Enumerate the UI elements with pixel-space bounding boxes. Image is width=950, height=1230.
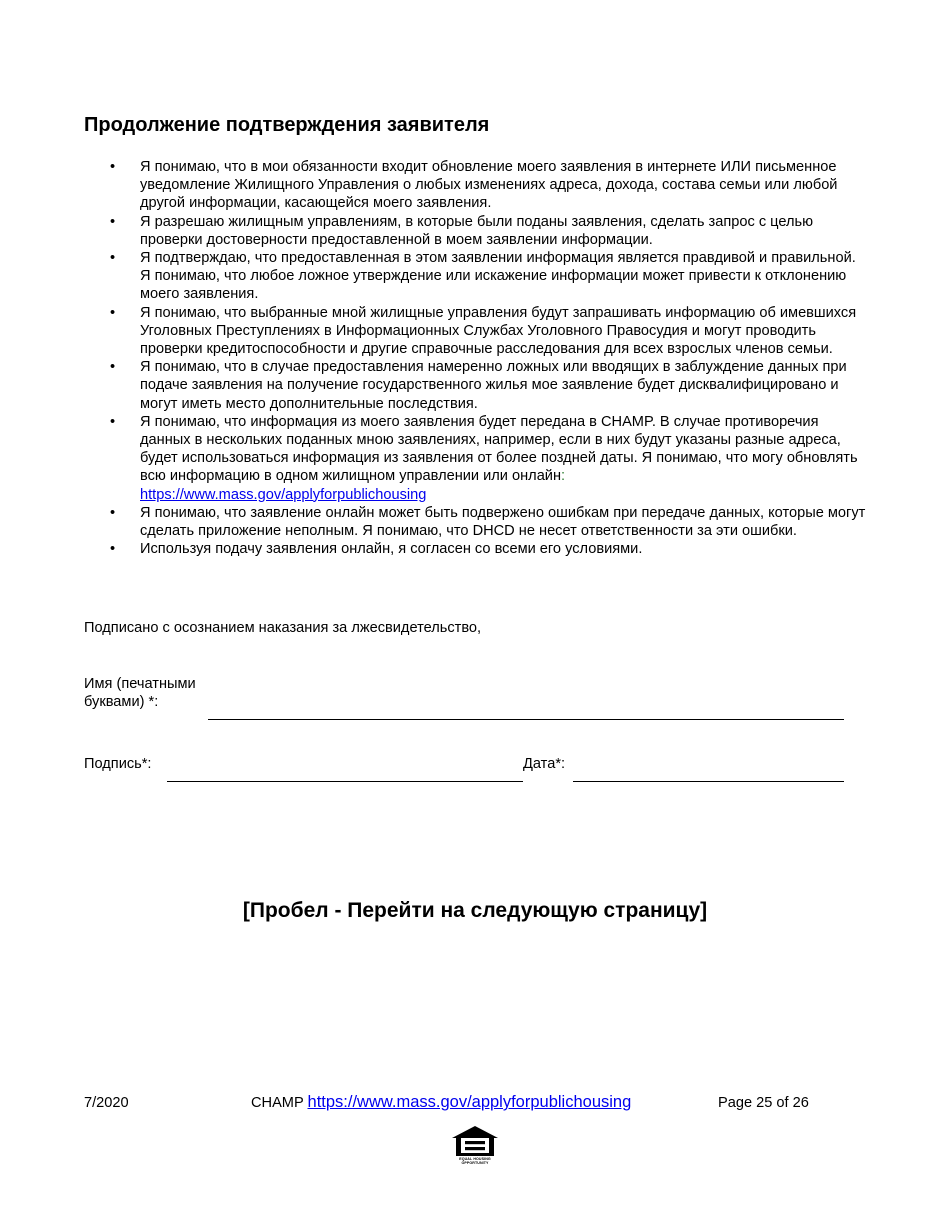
list-item	[84, 249, 870, 304]
equal-housing-text: EQUAL HOUSING OPPORTUNITY	[459, 1157, 491, 1165]
list-item-text: Я подтверждаю, что предоставленная в этом заявлении информация является правдивой и правильной. Я понимаю, что любое ложное утверждение или искажение информации может привести к отклонению моего заявления.	[140, 250, 856, 303]
signature-label: Подпись*:	[84, 756, 152, 772]
list-item-text: Я понимаю, что в мои обязанности входит обновление моего заявления в интернете ИЛИ письменное уведомление Жилищного Управления о любых изменениях адреса, дохода, состава семьи или любой другой информации, касающейся моего заявления.	[140, 159, 838, 212]
list-item	[84, 413, 870, 504]
equal-housing-logo	[450, 1124, 500, 1166]
apply-link[interactable]: https://www.mass.gov/applyforpublichousing	[140, 486, 427, 503]
name-label: Имя (печатными буквами) *:	[84, 676, 196, 710]
footer-champ-label: CHAMP	[251, 1095, 304, 1111]
name-field[interactable]	[208, 719, 844, 720]
page-title: Продолжение подтверждения заявителя	[84, 114, 490, 136]
list-item-text: Я понимаю, что в случае предоставления намеренно ложных или вводящих в заблуждение данных при подаче заявления на получение государственного жилья мое заявление будет дисквалифицировано и могут иметь место дополнительные последствия.	[140, 359, 847, 412]
date-field[interactable]	[573, 781, 844, 782]
list-item-text: Я понимаю, что заявление онлайн может быть подвержено ошибкам при передаче данных, которые могут сделать приложение неполным. Я понимаю, что DHCD не несет ответственности за эти ошибки.	[140, 504, 866, 540]
footer-page-number: Page 25 of 26	[718, 1095, 809, 1111]
list-item	[84, 213, 870, 249]
list-item	[84, 358, 870, 413]
list-item-tail: :	[561, 468, 566, 485]
list-item-text: Я понимаю, что выбранные мной жилищные управления будут запрашивать информацию об имевшихся Уголовных Преступлениях в Информационных Службах Уголовного Правосудия и могут проводить проверки кредитоспособности и другие справочные расследования для всех взрослых членов семьи.	[140, 304, 857, 358]
list-item-text: Я понимаю, что информация из моего заявления будет передана в CHAMP. В случае противоречия данных в нескольких поданных мною заявлениях, например, если в них будут указаны разные адреса, будет использоваться информация из заявления от более поздней даты. Я понимаю, что могу обновлять всю информацию в одном жилищном управлении или онлайн	[140, 413, 858, 485]
acknowledgement-list	[84, 158, 870, 558]
footer-date: 7/2020	[84, 1095, 129, 1111]
footer-champ-link[interactable]: https://www.mass.gov/applyforpublichousing	[307, 1093, 632, 1111]
list-item-text: Используя подачу заявления онлайн, я согласен со всеми его условиями.	[140, 541, 643, 558]
list-item	[84, 158, 870, 213]
list-item	[84, 504, 870, 540]
footer-champ	[251, 1093, 631, 1112]
blank-page-notice: [Пробел - Перейти на следующую страницу]	[242, 899, 708, 922]
perjury-statement: Подписано с осознанием наказания за лжесвидетельство,	[84, 620, 482, 636]
date-label: Дата*:	[523, 756, 566, 772]
list-item-text: Я разрешаю жилищным управлениям, в которые были поданы заявления, сделать запрос с целью проверки достоверности предоставленной в моем заявлении информации.	[140, 213, 814, 248]
list-item	[84, 304, 870, 359]
house-icon	[450, 1124, 500, 1158]
signature-field[interactable]	[167, 781, 523, 782]
list-item	[84, 540, 870, 558]
